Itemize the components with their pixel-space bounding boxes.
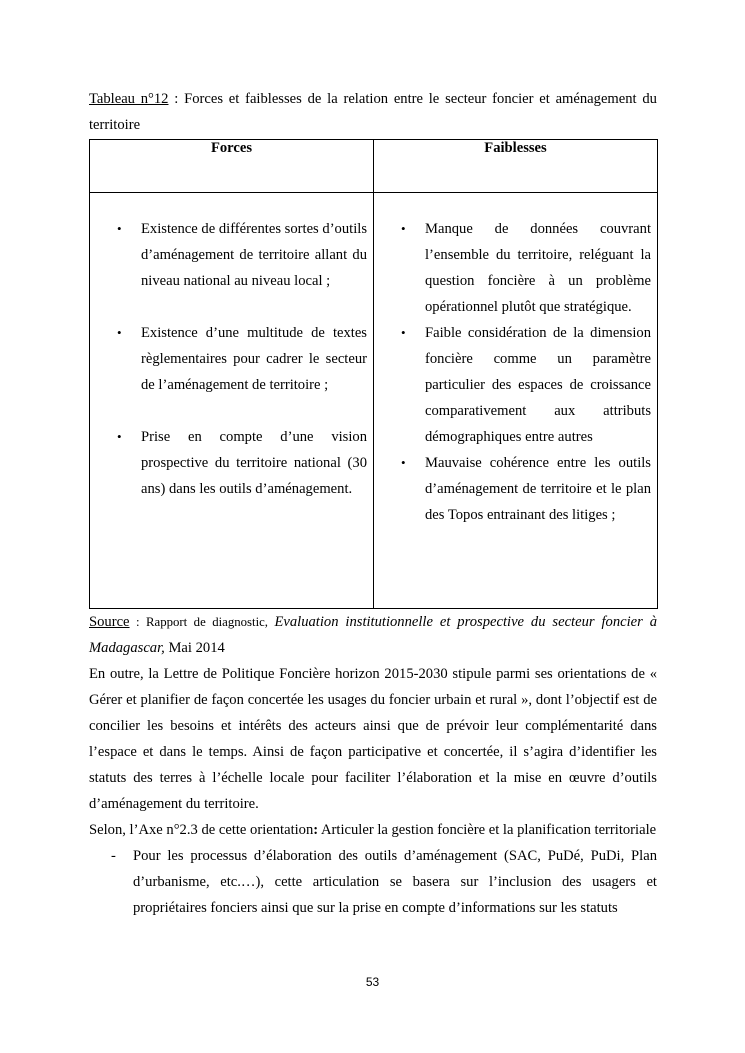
bullet-icon: • <box>401 221 406 236</box>
list-item: • Faible considération de la dimension foncière comme un paramètre particulier des espaces de croissance comparativement aux attributs démographiques entre autres <box>425 320 651 450</box>
bullet-icon: • <box>401 325 406 340</box>
bullet-icon: • <box>117 429 122 444</box>
list-item: - Pour les processus d’élaboration des outils d’aménagement (SAC, PuDé, PuDi, Plan d’urbanisme, etc.…), cette articulation se basera sur l’inclusion des usagers et propriétaires fonciers ainsi que sur la prise en compte d’informations sur les statuts <box>133 843 657 921</box>
list-item: • Prise en compte d’une vision prospective du territoire national (30 ans) dans les outils d’aménagement. <box>141 424 367 502</box>
list-item: • Manque de données couvrant l’ensemble du territoire, reléguant la question foncière à un problème opérationnel plutôt que stratégique. <box>425 216 651 320</box>
list-item: • Existence d’une multitude de textes règlementaires pour cadrer le secteur de l’aménagement de territoire ; <box>141 320 367 398</box>
table-caption <box>89 86 657 138</box>
faiblesses-cell <box>374 193 658 609</box>
bullet-icon: • <box>117 221 122 236</box>
header-forces: Forces <box>90 140 374 193</box>
source-date: Mai 2014 <box>164 640 225 656</box>
header-faiblesses: Faiblesses <box>374 140 658 193</box>
forces-cell <box>90 193 374 609</box>
list-item: • Existence de différentes sortes d’outils d’aménagement de territoire allant du niveau national au niveau local ; <box>141 216 367 294</box>
document-page <box>89 86 657 921</box>
dash-icon: - <box>111 848 116 864</box>
source-label: Source <box>89 614 130 630</box>
faiblesses-list <box>374 193 657 528</box>
forces-faiblesses-table <box>89 139 658 609</box>
bullet-icon: • <box>117 325 122 340</box>
axis-paragraph: Selon, l’Axe n°2.3 de cette orientation: Articuler la gestion foncière et la planification territoriale <box>89 822 657 838</box>
bullet-icon: • <box>401 455 406 470</box>
forces-list <box>90 193 373 502</box>
source-prefix: : Rapport de diagnostic, <box>129 615 275 629</box>
table-source <box>89 609 657 661</box>
list-item: • Mauvaise cohérence entre les outils d’aménagement de territoire et le plan des Topos entrainant des litiges ; <box>425 450 651 528</box>
table-caption-label: Tableau n°12 <box>89 91 169 107</box>
dash-list <box>89 843 657 921</box>
table-caption-text: : Forces et faiblesses de la relation entre le secteur foncier et aménagement du territoire <box>89 91 657 133</box>
body-paragraph: En outre, la Lettre de Politique Foncière horizon 2015-2030 stipule parmi ses orientations de « Gérer et planifier de façon concertée les usages du foncier urbain et rural », dont l’objectif est de concilier les besoins et intérêts des acteurs ainsi que de prévoir leur complémentarité dans l’espace et dans le temps. Ainsi de façon participative et concertée, il s’agira d’identifier les statuts des terres à l’échelle locale pour faciliter l’élaboration et la mise en œuvre d’outils d’aménagement du territoire. <box>89 666 657 812</box>
page-number: 53 <box>365 975 380 989</box>
source-title: Evaluation institutionnelle et prospective du secteur foncier à Madagascar, <box>89 614 658 656</box>
